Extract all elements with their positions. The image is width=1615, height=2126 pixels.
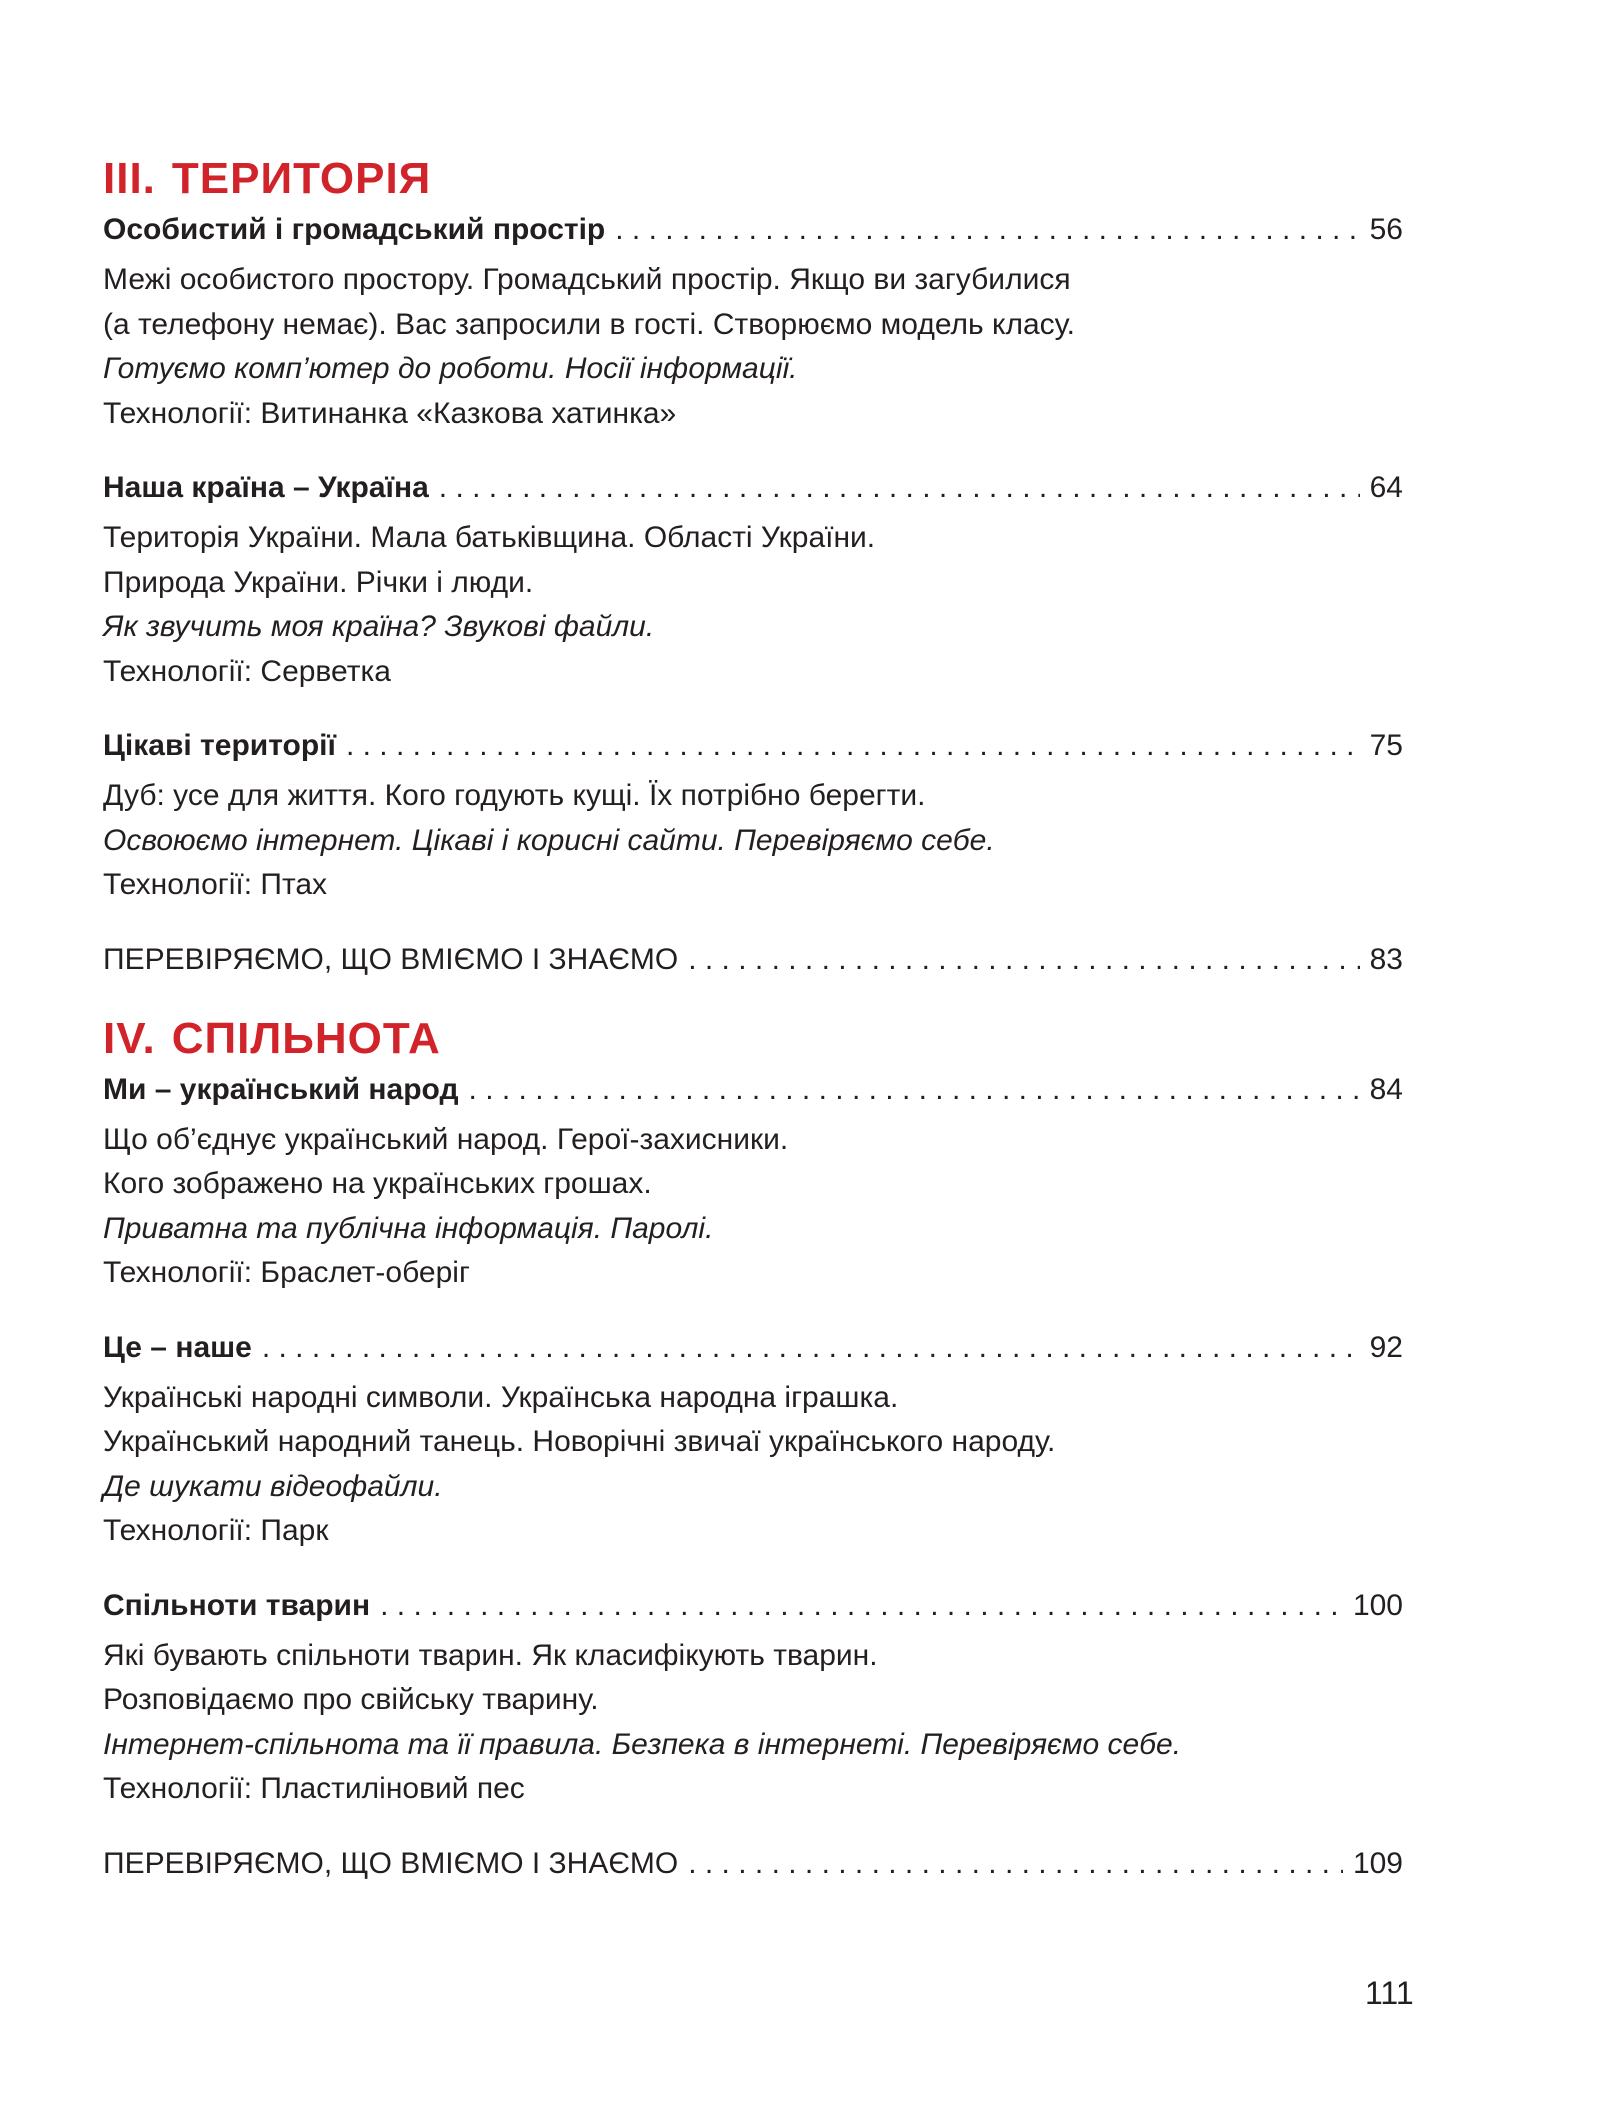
description-line: (а телефону немає). Вас запросили в гості. Створюємо модель класу. — [103, 307, 1075, 341]
page-ref: 92 — [1369, 1330, 1403, 1364]
technology-line: Технології: Браслет-оберіг — [103, 1256, 470, 1289]
topic-title: Це – наше — [103, 1330, 252, 1364]
informatics-line: Освоюємо інтернет. Цікаві і корисні сайти. Перевіряємо себе. — [103, 823, 995, 857]
page-ref: 83 — [1369, 942, 1403, 976]
informatics-line: Приватна та публічна інформація. Паролі. — [103, 1211, 714, 1245]
description-line: Дуб: усе для життя. Кого годують кущі. Їх потрібно берегти. — [103, 779, 926, 812]
dot-leader — [615, 208, 1359, 252]
review-title: ПЕРЕВІРЯЄМО, ЩО ВМІЄМО І ЗНАЄМО — [103, 1846, 679, 1880]
topic-title: Наша країна – Україна — [103, 471, 429, 504]
description-line: Розповідаємо про свійську тварину. — [103, 1683, 599, 1716]
description-line: Межі особистого простору. Громадський простір. Якщо ви загубилися — [103, 263, 1071, 296]
topic-description — [103, 258, 1403, 436]
technology-line: Технології: Пластиліновий пес — [103, 1772, 525, 1805]
dot-leader — [346, 724, 1360, 768]
section-heading-community — [103, 1008, 1403, 1070]
informatics-line: Як звучить моя країна? Звукові файли. — [103, 610, 655, 643]
toc-entry-personal-public-space[interactable] — [103, 208, 1403, 252]
topic-title: Особистий і громадський простір — [103, 213, 606, 246]
topic-description — [103, 1118, 1403, 1296]
description-line: Територія України. Мала батьківщина. Області України. — [103, 521, 876, 554]
page-ref: 75 — [1369, 729, 1403, 762]
toc-entry-our-country[interactable] — [103, 466, 1403, 510]
dot-leader — [439, 466, 1360, 510]
description-line: Природа України. Річки і люди. — [103, 565, 534, 599]
technology-line: Технології: Витинанка «Казкова хатинка» — [103, 396, 677, 430]
technology-line: Технології: Птах — [103, 868, 328, 901]
topic-description — [103, 1634, 1403, 1812]
page-ref: 64 — [1369, 471, 1403, 504]
toc-entry-interesting-territories[interactable] — [103, 724, 1403, 768]
section-number: IV. — [103, 1013, 156, 1063]
topic-description — [103, 774, 1403, 908]
dot-leader — [469, 1068, 1360, 1112]
topic-title: Ми – український народ — [103, 1072, 459, 1106]
section-title: ТЕРИТОРІЯ — [171, 154, 432, 203]
topic-description — [103, 1376, 1403, 1554]
page-number: 111 — [1365, 1975, 1414, 2011]
technology-line: Технології: Серветка — [103, 654, 391, 688]
dot-leader — [262, 1326, 1360, 1370]
review-title: ПЕРЕВІРЯЄМО, ЩО ВМІЄМО І ЗНАЄМО — [103, 942, 679, 976]
toc-entry-ukrainian-people[interactable] — [103, 1068, 1403, 1112]
dot-leader — [380, 1584, 1343, 1628]
page-ref: 56 — [1369, 213, 1403, 246]
section-title: СПІЛЬНОТА — [171, 1013, 441, 1063]
description-line: Український народний танець. Новорічні звичаї українського народу. — [103, 1425, 1056, 1458]
informatics-line: Де шукати відеофайли. — [103, 1469, 443, 1503]
dot-leader — [688, 1842, 1343, 1886]
section-number: III. — [103, 154, 156, 203]
page-ref: 84 — [1369, 1072, 1403, 1106]
toc-entry-review[interactable] — [103, 938, 1403, 982]
toc-entry-review[interactable] — [103, 1842, 1403, 1886]
table-of-contents — [103, 148, 1403, 1886]
section-heading-territory — [103, 148, 1403, 210]
topic-description — [103, 516, 1403, 694]
informatics-line: Інтернет-спільнота та її правила. Безпека в інтернеті. Перевіряємо себе. — [103, 1727, 1182, 1761]
toc-entry-this-is-ours[interactable] — [103, 1326, 1403, 1370]
page-ref: 109 — [1352, 1846, 1403, 1880]
description-line: Які бувають спільноти тварин. Як класифікують тварин. — [103, 1638, 878, 1672]
page-ref: 100 — [1352, 1588, 1403, 1622]
topic-title: Спільноти тварин — [103, 1588, 371, 1622]
description-line: Що об’єднує український народ. Герої-захисники. — [103, 1122, 789, 1156]
description-line: Українські народні символи. Українська народна іграшка. — [103, 1380, 899, 1414]
informatics-line: Готуємо комп’ютер до роботи. Носії інформації. — [103, 352, 798, 385]
description-line: Кого зображено на українських грошах. — [103, 1167, 652, 1200]
topic-title: Цікаві території — [103, 729, 336, 762]
dot-leader — [688, 938, 1359, 982]
toc-entry-animal-communities[interactable] — [103, 1584, 1403, 1628]
technology-line: Технології: Парк — [103, 1514, 329, 1547]
